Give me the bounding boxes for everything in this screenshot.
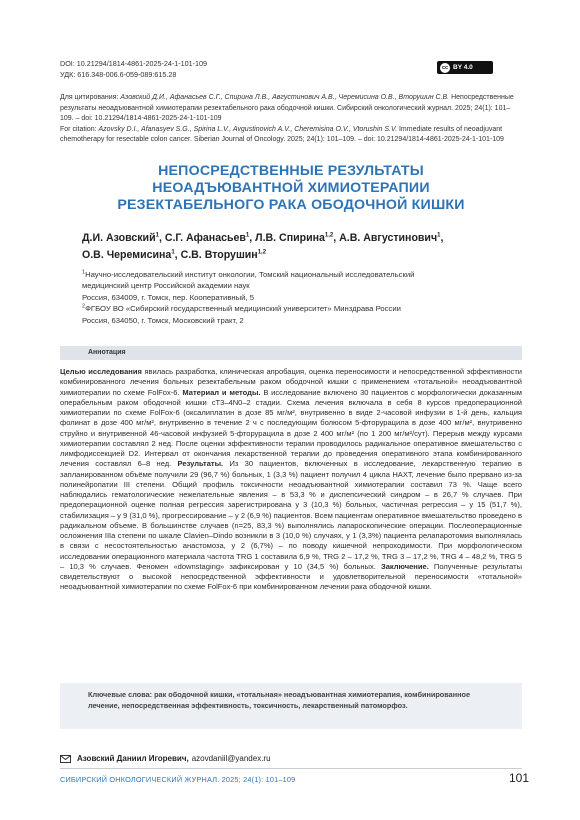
author: С.В. Вторушин$^{1,2}$ — [180, 249, 267, 261]
citation-en-prefix: For citation: — [60, 125, 99, 133]
author-list: Д.И. Азовский$^1$, С.Г. Афанасьев$^1$, Л.В. Спирина$^{1,2}$, А.В. Августинович$^1$, О.В. Черемисина$^1$, С.В. Вторушин$^{1,2}$ — [82, 232, 444, 261]
footer-journal: СИБИРСКИЙ ОНКОЛОГИЧЕСКИЙ ЖУРНАЛ. 2025; 24(1): 101–109 — [60, 775, 296, 784]
article-title — [60, 163, 522, 214]
author: А.В. Августинович$^1$ — [339, 232, 441, 244]
abstract-conclusion-label: Заключение. — [380, 561, 429, 571]
author: Д.И. Азовский$^1$ — [82, 232, 159, 244]
affiliation-2-address: Россия, 634050, г. Томск, Московский тракт, 2 — [82, 315, 244, 325]
author: С.Г. Афанасьев$^1$ — [164, 232, 250, 244]
abstract-methods: В исследование включено 30 пациентов с морфологически доказанным операбельным раком ободочной кишки cT3–4N0–2 стадии. Схема лечения включала в себя 8 курсов предоперационной химиотерапии по схеме FolFox-6 (оксалиплатин в дозе 85 мг/м², внутривенно в виде 2-часовой инфузии в 1-й день, кальция фолинат в дозе 400 мг/м², внутривенно в течение 2 ч с последующим болюсом 5-фторурацила в дозе 400 мг/м², внутривенно струйно и внутривенной 46-часовой инфузией 5-фторурацила в дозе 2 400 мг/м² (по 1 200 мг/м²/сут). Перерыв между курсами химиотерапии составлял 2 нед. После оценки эффективности терапии проводилось радикальное оперативное вмешательство с лимфодиссекцией D2. Интервал от окончания лекарственной терапии до проведения оперативного этапа комбинированного лечения составлял 6–8 нед. — [60, 387, 522, 469]
keywords-box — [60, 683, 522, 729]
abstract-aim: явилась разработка, клиническая апробация, оценка переносимости и непосредственной эффективности комбинированного лечения больных резектабельным раком ободочной кишки с применением «тотальной» неоадъювантной химиотерапии по схеме FolFox-6. — [60, 367, 523, 397]
license-label: BY 4.0 — [453, 64, 473, 71]
citation-en-rest: Immediate results of neoadjuvant chemotherapy for resectable colon cancer. Siberian Journal of Oncology. 2025; 24(1): 101–109. – doi: 10.21294/1814-4861-2025-24-1-101-109 — [60, 125, 504, 143]
title-line-1: НЕПОСРЕДСТВЕННЫЕ РЕЗУЛЬТАТЫ — [158, 163, 424, 179]
abstract-methods-label: Материал и методы. — [182, 387, 261, 397]
affiliations — [82, 269, 522, 326]
abstract-text — [60, 367, 522, 593]
abstract-results-label: Результаты. — [177, 459, 224, 469]
corresponding-author — [60, 754, 271, 763]
contact-email[interactable]: azovdaniil@yandex.ru — [191, 754, 271, 763]
abstract-heading-bar — [60, 346, 522, 360]
affiliation-1-line: медицинский центр Российской академии наук — [82, 281, 250, 291]
affiliation-2-line: $^2$ФГБОУ ВО «Сибирский государственный медицинский университет» Минздрава России — [82, 303, 401, 314]
contact-name: Азовский Даниил Игоревич, — [77, 754, 189, 763]
doi-block — [60, 58, 207, 80]
citation-block — [60, 93, 522, 146]
title-line-2: НЕОАДЪЮВАНТНОЙ ХИМИОТЕРАПИИ — [152, 180, 430, 196]
abstract-results: Из 30 пациентов, включенных в исследование, лекарственную терапию в запланированном объёме получили 29 (96,7 %) больных, 1 (3,3 %) пациент получил 4 цикла НАХТ, лечение было прервано из-за полинейропатии III степени. Общий профиль токсичности неоадъювантной химиотерапии составил 73 %. Чаще всего наблюдались гематологические нежелательные явления – в 53,3 % и диспепсический синдром – в 26,7 % случаев. При предоперационной оценке полная регрессия зарегистрирована у 3 (10,3 %) больных, частичная регрессия – у 15 (51,7 %), стабилизация – у 9 (31,0 %), прогрессирование – у 2 (6,9 %) пациентов. Всем пациентам оперативное вмешательство проведено в радикальном объеме. В большинстве случаев (n=25, 83,3 %) выполнялись лапароскопические операции. Послеоперационные осложнения IIIa степени по шкале Clavien–Dindo возникли в 3 (10,0 %) случаях, у 1 (3,3%) пациента релапаротомия выполнялась в связи с несостоятельностью анастомоза, у 2 (6,7%) – по поводу кишечной непроходимости. При морфологическом исследовании операционного материала частота TRG 1 составила 6,9 %, TRG 2 – 17,2 %, TRG 3 – 17,2 %, TRG 4 – 48,2 %, TRG 5 – 10,3 % случаев. Феномен «downstaging» зафиксирован у 10 (34,5 %) больных. — [60, 459, 523, 571]
footer-divider — [60, 768, 522, 769]
license-badge[interactable] — [437, 61, 493, 74]
cc-icon: cc — [441, 64, 449, 71]
citation-en-authors: Azovsky D.I., Afanasyev S.G., Spirina L.V., Avgustinovich A.V., Cheremisina O.V., Vtorushin S.V. — [98, 125, 398, 133]
citation-ru-authors: Азовский Д.И., Афанасьев С.Г., Спирина Л.В., Августинович А.В., Черемисина О.В., Вторушин С.В. — [120, 94, 450, 101]
author: Л.В. Спирина$^{1,2}$ — [255, 232, 334, 244]
citation-en — [60, 125, 522, 146]
keywords: Ключевые слова: рак ободочной кишки, «тотальная» неоадъювантная химиотерапия, комбинированное лечение, непосредственная эффективность, токсичность, лекарственный патоморфоз. — [88, 690, 471, 710]
citation-ru-prefix: Для цитирования: — [60, 94, 121, 101]
page-number: 101 — [509, 771, 530, 785]
abstract-conclusion: Полученные результаты свидетельствуют о высокой непосредственной эффективности и удовлетворительной переносимости «тотальной» неоадъювантной химиотерапии по схеме FolFox-6 при комбинированном лечении рака ободочной кишки. — [60, 561, 523, 592]
citation-ru — [60, 93, 522, 125]
abstract-aim-label: Целью исследования — [60, 367, 142, 376]
affiliation-1-address: Россия, 634009, г. Томск, пер. Кооперативный, 5 — [82, 292, 255, 302]
author: О.В. Черемисина$^1$ — [82, 249, 175, 261]
doi[interactable]: DOI: 10.21294/1814-4861-2025-24-1-101-109 — [60, 59, 208, 68]
affiliation-1-line: $^1$Научно-исследовательский институт онкологии, Томский национальный исследовательский — [82, 269, 415, 279]
abstract-heading: Аннотация — [88, 349, 126, 356]
mail-icon — [60, 755, 71, 763]
udc: УДК: 616.348-006.6-059-089:615.28 — [60, 70, 177, 79]
citation-ru-rest: Непосредственные результаты неоадъювантной химиотерапии резектабельного рака ободочной кишки. Сибирский онкологический журнал. 2025; 24(1): 101–109. – doi: 10.21294/1814-4861-2025-24-1-101-109 — [60, 94, 514, 122]
title-line-3: РЕЗЕКТАБЕЛЬНОГО РАКА ОБОДОЧНОЙ КИШКИ — [117, 197, 465, 213]
